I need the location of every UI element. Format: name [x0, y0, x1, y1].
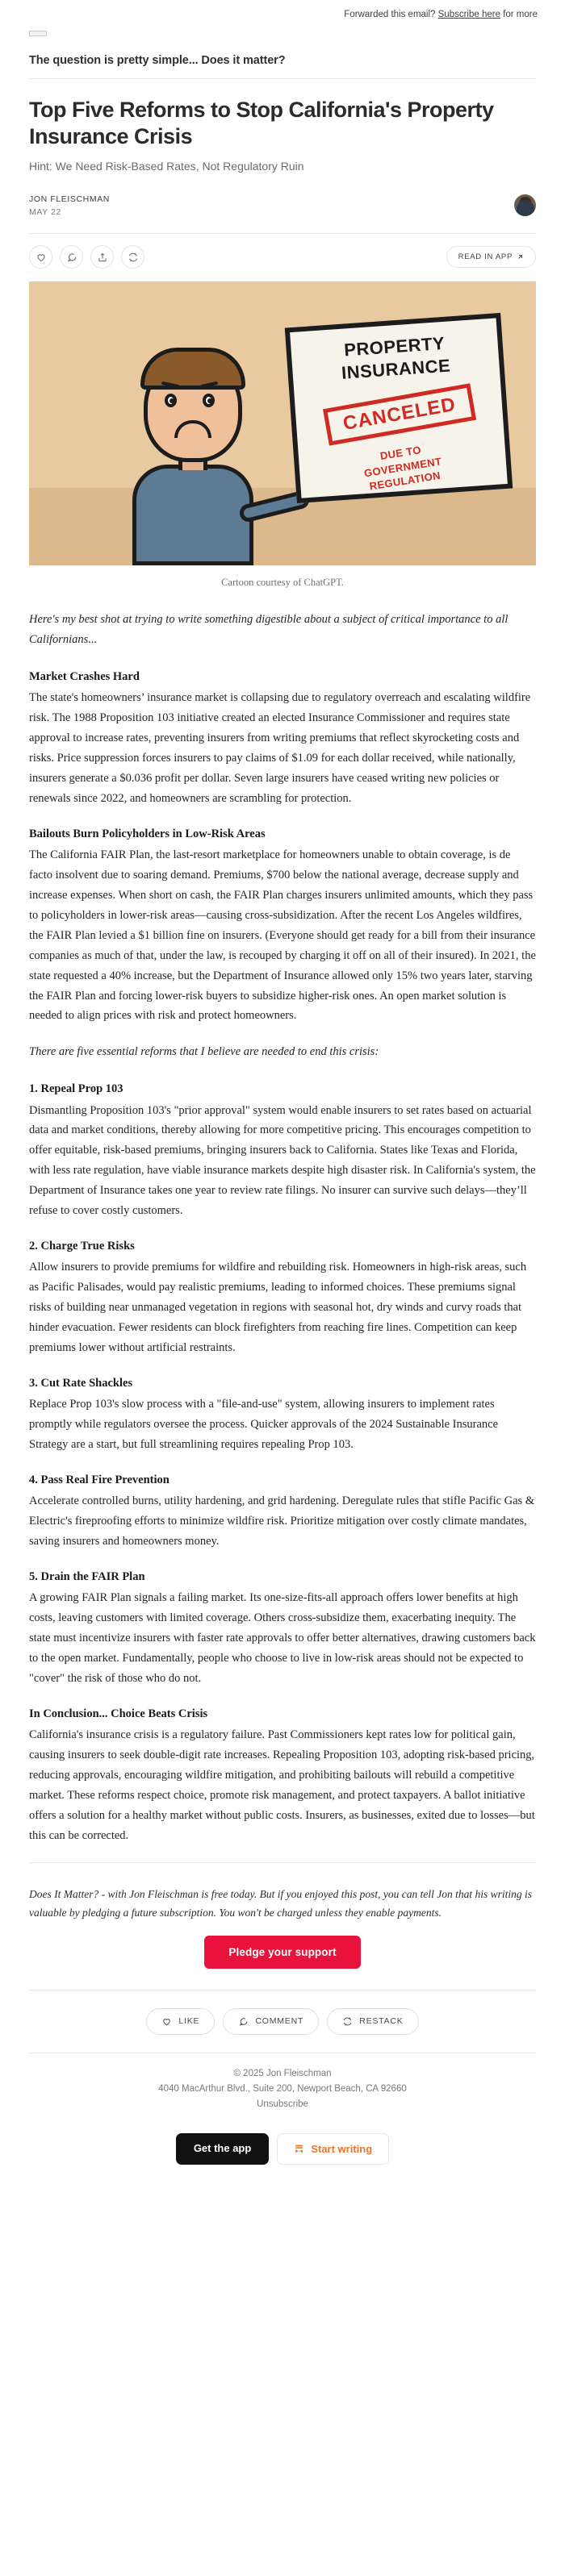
share-arrow-icon[interactable]	[90, 245, 114, 269]
comment-label: COMMENT	[255, 2016, 304, 2027]
subscribe-here-link[interactable]: Subscribe here	[437, 10, 500, 19]
hero-sign	[285, 313, 513, 503]
article-section	[29, 668, 536, 809]
reform-text: Accelerate controlled burns, utility hardening, and grid hardening. Deregulate rules that stifle Pacific Gas & Electric's fireproofing efforts to minimize wildfire risk. Prioritize mitigation over costly climate mandates, saving insurers and homeowners money.	[29, 1494, 535, 1549]
arrow-up-right-icon	[517, 253, 524, 261]
hero-character	[94, 323, 295, 565]
image-caption: Cartoon courtesy of ChatGPT.	[221, 577, 344, 589]
conclusion-heading: In Conclusion... Choice Beats Crisis	[29, 1707, 208, 1720]
action-bar	[29, 234, 536, 281]
reform-item	[29, 1080, 536, 1221]
conclusion-section	[29, 1705, 536, 1846]
footer-address: 4040 MacArthur Blvd., Suite 200, Newport Beach, CA 92660	[158, 2083, 407, 2094]
reform-heading: 1. Repeal Prop 103	[29, 1082, 123, 1096]
page-title: Top Five Reforms to Stop California's Property Insurance Crisis	[29, 98, 494, 149]
conclusion-text: California's insurance crisis is a regulatory failure. Past Commissioners kept rates low for political gain, causing insurers to seek double-digit rate increases. Repealing Proposition 103, adopting risk-based pricing, reducing approvals, encouraging wildfire mitigation, and prohibiting bailouts will rebuild a competitive market. These reforms respect choice, promote risk management, and protect taxpayers. A ballot initiative offers a solution for a healthy market without public costs. Insurers, as businesses, exited due to losses—but this can be corrected.	[29, 1728, 535, 1842]
heart-icon[interactable]	[29, 245, 52, 269]
reform-heading: 3. Cut Rate Shackles	[29, 1377, 133, 1390]
article-body	[29, 589, 536, 1846]
reform-text: Allow insurers to provide premiums for wildfire and rebuilding risk. Homeowners in high-risk areas, such as Pacific Palisades, would pay realistic premiums, leading to informed choices. These premiums signal risks of building near unmanaged vegetation in regions with seasonal hot, dry winds and curvy roads that hinder evacuation. Fewer residents can block firefighters from reaching fire lines. Competition can keep premiums lower without artificial restraints.	[29, 1261, 527, 1355]
engagement-bar	[29, 1990, 536, 2053]
byline	[29, 193, 536, 219]
hero-sign-stamp-sub: DUE TO GOVERNMENT REGULATION	[362, 444, 443, 493]
section-text: The California FAIR Plan, the last-resort marketplace for homeowners unable to obtain coverage, is de facto insolvent due to soaring demand. Premiums, $700 below the national average, decrease supply and increase expenses. When short on cash, the FAIR Plan charges insurers unlimited amounts, which they pass to policyholders in lower-risk areas—causing cross-subsidization. After the recent Los Angeles wildfires, the FAIR Plan levied a $1 billion fine on insurers. (Everyone should get ready for a bill from their insurance companies as much of that, under the law, is recouped by charging it off on all of their insured). In 2021, the state requested a 40% increase, but the Department of Insurance allowed only 15% two years later, starving the FAIR Plan and forcing lower-risk buyers to subsidize higher-risk ones. An open market solution is needed to align prices with risk and protect homeowners.	[29, 848, 536, 1023]
reform-heading: 5. Drain the FAIR Plan	[29, 1570, 145, 1584]
divider-closing	[29, 1862, 536, 1863]
unsubscribe-link[interactable]: Unsubscribe	[257, 2099, 308, 2109]
divider-top	[29, 78, 536, 79]
reform-item	[29, 1237, 536, 1358]
restack-refresh-icon	[342, 2016, 353, 2027]
get-the-app-button[interactable]: Get the app	[176, 2133, 270, 2165]
comment-button[interactable]	[223, 2008, 319, 2035]
section-text: The state's homeowners’ insurance market is collapsing due to regulatory overreach and escalating wildfire risk. The 1988 Proposition 103 initiative created an elected Insurance Commissioner and requires state approval to increase rates, preventing insurers from writing premiums that reflect skyrocketing costs and risks. Price suppression forces insurers to pay claims of $1.09 for each dollar received, while nationally, insurers generate a $0.036 profit per dollar. Seven large insurers have ceased writing new policies or renewals since 2022, and homeowners are scrambling for protection.	[29, 691, 531, 805]
avatar-body	[517, 200, 534, 216]
avatar[interactable]	[514, 194, 536, 216]
action-icon-group	[29, 245, 144, 269]
hero-cartoon-image	[29, 281, 536, 565]
like-button[interactable]	[146, 2008, 215, 2035]
hero-sign-stamp: CANCELED	[322, 383, 475, 445]
reform-item	[29, 1471, 536, 1552]
article-section	[29, 825, 536, 1027]
forwarded-notice	[0, 0, 565, 21]
closing-note: Does It Matter? - with Jon Fleischman is free today. But if you enjoyed this post, you can tell Jon that his writing is valuable by pledging a future subscription. You won't be charged unless they enable payments.	[29, 1887, 533, 1919]
comment-bubble-icon[interactable]	[60, 245, 83, 269]
footer-copyright: © 2025 Jon Fleischman	[233, 2068, 332, 2078]
pledge-wrap	[29, 1923, 536, 1990]
byline-text	[29, 193, 110, 219]
like-label: LIKE	[178, 2016, 200, 2027]
publication-name[interactable]: The question is pretty simple... Does it matter?	[29, 54, 286, 68]
reform-heading: 4. Pass Real Fire Prevention	[29, 1473, 170, 1487]
reform-item	[29, 1568, 536, 1689]
comment-bubble-icon	[238, 2016, 249, 2027]
hero-sign-line1: PROPERTY	[343, 332, 446, 361]
reform-text: Dismantling Proposition 103's "prior approval" system would enable insurers to set rates based on actuarial data and market conditions, thereby allowing for more competitive pricing. This encourages competition to offer equitable, risk-based premiums, bringing insurers back to California. States like Texas and Florida, with less rate regulation, have viable insurance markets despite high disaster risk. In California's system, the Department of Insurance takes one year to review rate filings. No insurer can survive such delays—they’ll refuse to cover costly customers.	[29, 1103, 536, 1218]
restack-label: RESTACK	[359, 2016, 404, 2027]
post-subtitle: Hint: We Need Risk-Based Rates, Not Regulatory Ruin	[29, 159, 304, 173]
app-bar	[29, 2128, 536, 2179]
pledge-support-button[interactable]: Pledge your support	[204, 1936, 360, 1969]
heart-icon	[161, 2016, 172, 2027]
section-heading: Bailouts Burn Policyholders in Low-Risk Areas	[29, 827, 266, 840]
read-in-app-button[interactable]	[446, 246, 536, 268]
read-in-app-label: READ IN APP	[458, 252, 513, 262]
hero-sign-line2: INSURANCE	[341, 355, 451, 383]
forwarded-suffix: for more	[500, 10, 538, 19]
substack-bookmark-icon	[294, 2144, 304, 2154]
byline-author[interactable]: JON FLEISCHMAN	[29, 194, 110, 204]
start-writing-label: Start writing	[311, 2142, 373, 2155]
publication-logo-icon[interactable]	[29, 31, 47, 36]
article-intro: Here's my best shot at trying to write something digestible about a subject of critical importance to all Californians...	[29, 613, 508, 647]
footer-meta	[29, 2053, 536, 2128]
restack-refresh-icon[interactable]	[121, 245, 144, 269]
start-writing-button[interactable]	[277, 2133, 389, 2165]
reform-item	[29, 1374, 536, 1455]
section-heading: Market Crashes Hard	[29, 669, 140, 683]
reform-text: Replace Prop 103's slow process with a "file-and-use" system, allowing insurers to implement rates promptly while regulators oversee the process. Quicker approvals of the 2024 Sustainable Insurance Strategy are a start, but full streamlining requires repealing Prop 103.	[29, 1398, 499, 1452]
byline-date: MAY 22	[29, 206, 61, 217]
reform-heading: 2. Charge True Risks	[29, 1240, 135, 1253]
restack-button[interactable]	[327, 2008, 418, 2035]
publication-logo-wrap	[0, 21, 565, 36]
reforms-lead: There are five essential reforms that I believe are needed to end this crisis:	[29, 1045, 379, 1059]
reform-text: A growing FAIR Plan signals a failing market. Its one-size-fits-all approach offers lower benefits at high costs, leaving customers with limited coverage. Others cross-subsidize them, exacerbating inequity. The state must incentivize insurers with faster rate approvals to offer better alternatives, drawing customers back to the open market. Fundamentally, people who choose to live in low-risk areas should not be expected to "cover" the risk of those who do not.	[29, 1591, 536, 1685]
forwarded-prefix: Forwarded this email?	[344, 10, 438, 19]
